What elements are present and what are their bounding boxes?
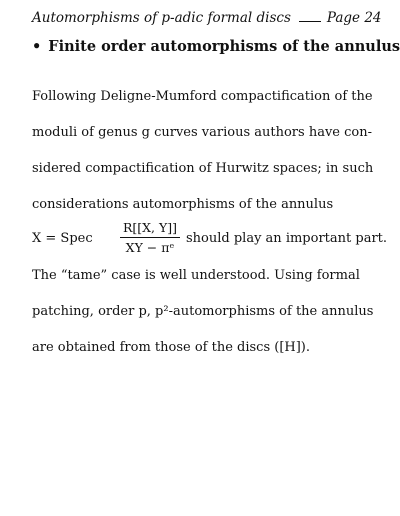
paragraph-line: are obtained from those of the discs ([H]).	[32, 340, 311, 355]
paragraph-line: considerations automorphisms of the annulus	[32, 197, 334, 212]
formula-lhs: X = Spec	[32, 231, 93, 246]
annulus-formula	[32, 220, 388, 255]
paragraph-line: Following Deligne-Mumford compactification of the	[32, 89, 373, 104]
formula-fraction	[120, 220, 180, 255]
header-rule	[299, 21, 321, 22]
section-title: Finite order automorphisms of the annulus	[48, 38, 400, 55]
running-header	[32, 10, 382, 26]
header-page-number: Page 24	[326, 10, 382, 26]
paragraph-line: patching, order p, p²-automorphisms of the annulus	[32, 304, 374, 319]
paragraph-line: moduli of genus g curves various authors have con-	[32, 125, 372, 140]
formula-numerator: R[[X, Y]]	[122, 220, 178, 235]
paragraph-line: sidered compactification of Hurwitz spaces; in such	[32, 161, 374, 176]
section-heading	[32, 38, 400, 55]
bullet-icon: •	[32, 38, 42, 55]
header-title: Automorphisms of p-adic formal discs	[32, 10, 291, 26]
formula-denominator: XY − πᵉ	[125, 240, 175, 255]
formula-rhs: should play an important part.	[186, 231, 388, 246]
paragraph-line: The “tame” case is well understood. Using formal	[32, 268, 360, 283]
